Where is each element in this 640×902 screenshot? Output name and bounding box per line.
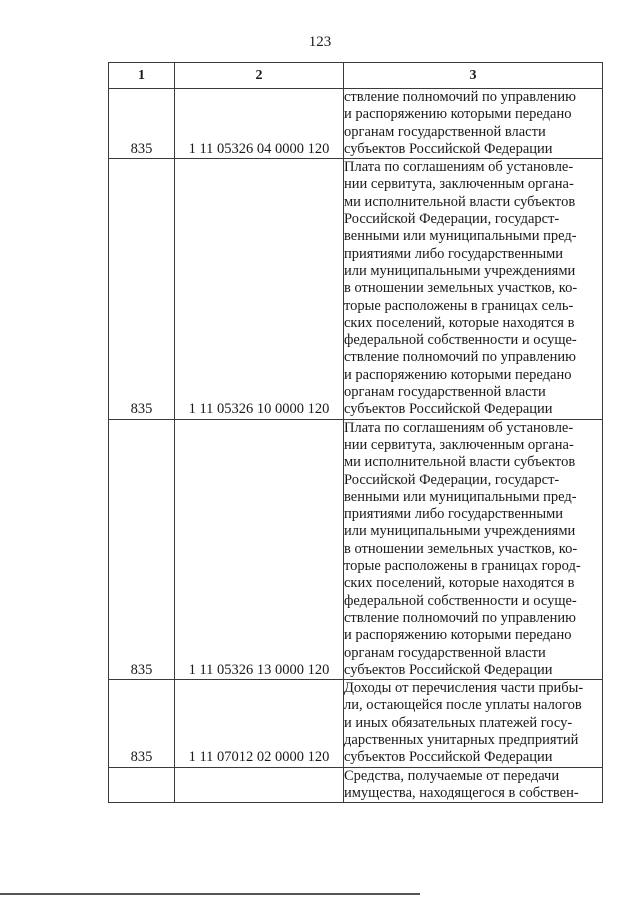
description-line: органам государственной власти [344,123,546,140]
description-line: ствление полномочий по управлению [344,609,576,626]
table-row [109,680,603,767]
description-line: субъектов Российской Федерации [344,661,553,678]
description-line: федеральной собственности и осуще- [344,332,577,349]
description-line: и распоряжению которыми передано [344,366,572,383]
description-line: венными или муниципальными пред- [344,488,577,505]
income-code-cell: 1 11 05326 10 0000 120 [175,159,344,419]
description-line: ствление полномочий по управлению [344,349,576,366]
income-code-cell [175,767,344,803]
description-cell [344,419,603,679]
description-line: ли, остающейся после уплаты налогов [344,697,582,714]
description-line: в отношении земельных участков, ко- [344,280,578,297]
description-line: Средства, получаемые от передачи [344,767,560,784]
income-code-cell: 1 11 05326 04 0000 120 [175,89,344,159]
header-col-2: 2 [175,63,344,89]
income-code-cell: 1 11 05326 13 0000 120 [175,419,344,679]
description-line: венными или муниципальными пред- [344,228,577,245]
table-row [109,159,603,419]
description-line: нии сервитута, заключенным органа- [344,176,574,193]
description-line: Плата по соглашениям об установле- [344,419,574,436]
table-row [109,767,603,803]
description-line: дарственных унитарных предприятий [344,731,579,748]
description-line: ми исполнительной власти субъектов [344,193,576,210]
income-code-cell: 1 11 07012 02 0000 120 [175,680,344,767]
description-cell [344,680,603,767]
description-line: ских поселений, которые находятся в [344,575,575,592]
footer-rule [0,893,420,895]
description-line: в отношении земельных участков, ко- [344,540,578,557]
description-line: приятиями либо государственными [344,506,564,523]
description-line: и распоряжению которыми передано [344,106,572,123]
admin-code-cell: 835 [109,89,175,159]
description-cell [344,767,603,803]
description-line: органам государственной власти [344,384,546,401]
admin-code-cell: 835 [109,680,175,767]
description-line: и иных обязательных платежей госу- [344,714,573,731]
description-line: ствление полномочий по управлению [344,89,576,105]
description-line: нии сервитута, заключенным органа- [344,436,574,453]
description-line: или муниципальными учреждениями [344,523,576,540]
description-line: торые расположены в границах сель- [344,297,574,314]
table-row [109,419,603,679]
admin-code-cell: 835 [109,419,175,679]
description-line: Российской Федерации, государст- [344,471,560,488]
description-line: или муниципальными учреждениями [344,262,576,279]
description-line: субъектов Российской Федерации [344,401,553,418]
description-line: торые расположены в границах город- [344,558,581,575]
description-line: ских поселений, которые находятся в [344,314,575,331]
description-line: приятиями либо государственными [344,245,564,262]
description-line: ми исполнительной власти субъектов [344,454,576,471]
header-col-3: 3 [344,63,603,89]
description-line: и распоряжению которыми передано [344,627,572,644]
description-line: Плата по соглашениям об установле- [344,159,574,176]
admin-code-cell [109,767,175,803]
description-cell [344,159,603,419]
description-line: Доходы от перечисления части прибы- [344,680,584,697]
description-line: Российской Федерации, государст- [344,211,560,228]
description-line: имущества, находящегося в собствен- [344,784,579,801]
description-cell [344,89,603,159]
income-codes-table [108,62,603,803]
page-number: 123 [308,34,332,50]
table-row [109,89,603,159]
description-line: субъектов Российской Федерации [344,749,553,766]
header-col-1: 1 [109,63,175,89]
description-line: субъектов Российской Федерации [344,140,553,157]
admin-code-cell: 835 [109,159,175,419]
description-line: федеральной собственности и осуще- [344,592,577,609]
description-line: органам государственной власти [344,644,546,661]
table-header-row [109,63,603,89]
